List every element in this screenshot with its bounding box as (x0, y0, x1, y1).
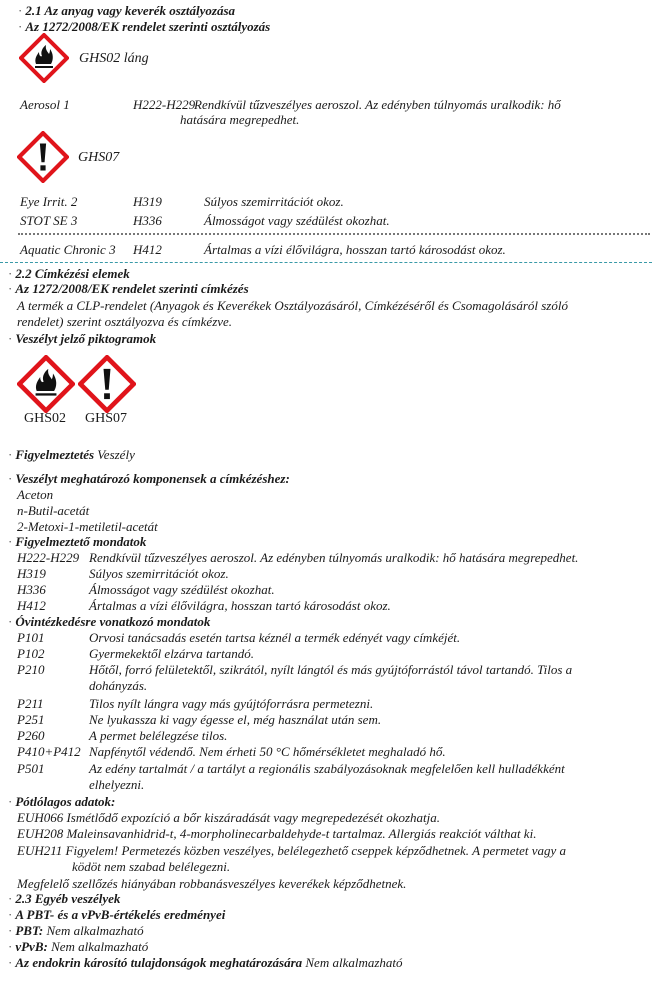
section-2-1-regulation: · Az 1272/2008/EK rendelet szerinti osztályozás (18, 19, 271, 34)
classification-code: H222-H229 (133, 97, 196, 112)
components-title: · Veszélyt meghatározó komponensek a címkézéshez: (8, 471, 290, 486)
ventilation-note: Megfelelő szellőzés hiányában robbanásveszélyes keverékek képződhetnek. (17, 876, 407, 891)
classification-text-cont: hatására megrepedhet. (180, 112, 300, 127)
supplemental-item: EUH208 Maleinsavanhidrid-t, 4-morpholinecarbaldehyde-t tartalmaz. Allergiás reakciót válthat ki. (17, 826, 537, 841)
precaution-text: Orvosi tanácsadás esetén tartsa kéznél a termék edényét vagy címkéjét. (89, 630, 461, 645)
section-2-1-title: · 2.1 Az anyag vagy keverék osztályozása (18, 3, 236, 18)
classification-class: Aerosol 1 (20, 97, 70, 112)
hazard-text: Álmosságot vagy szédülést okozhat. (89, 582, 275, 597)
precaution-text: Az edény tartalmát / a tartályt a regionális szabályozásoknak megfelelően kell hulladékként (89, 761, 565, 776)
section-2-3-title: · 2.3 Egyéb veszélyek (8, 891, 121, 906)
ghs07-label: GHS07 (85, 411, 128, 426)
clp-note-cont: rendelet) szerint osztályozva és címkézve. (17, 314, 233, 329)
section-2-2-regulation: · Az 1272/2008/EK rendelet szerinti címkézés (8, 281, 249, 296)
classification-text: Rendkívül tűzveszélyes aeroszol. Az edényben túlnyomás uralkodik: hő (194, 97, 561, 112)
classification-class: Eye Irrit. 2 (20, 194, 78, 209)
hazard-code: H412 (17, 598, 46, 613)
precaution-text: Napfénytől védendő. Nem érheti 50 °C hőmérsékletet meghaladó hő. (89, 744, 446, 759)
section-separator (0, 262, 652, 263)
clp-note: A termék a CLP-rendelet (Anyagok és Keverékek Osztályozásáról, Címkézéséről és Csomagolásáról szóló (17, 298, 568, 313)
precaution-code: P102 (17, 646, 45, 661)
precaution-code: P260 (17, 728, 45, 743)
hazard-text: Ártalmas a vízi élővilágra, hosszan tartó károsodást okoz. (89, 598, 391, 613)
hazard-code: H319 (17, 566, 46, 581)
hazard-code: H336 (17, 582, 46, 597)
precaution-code: P101 (17, 630, 45, 645)
precaution-code: P501 (17, 761, 45, 776)
precaution-text: Tilos nyílt lángra vagy más gyújtóforrásra permetezni. (89, 696, 374, 711)
supplemental-item: EUH066 Ismétlődő expozíció a bőr kiszáradását vagy megrepedezését okozhatja. (17, 810, 441, 825)
component-item: n-Butil-acetát (17, 503, 90, 518)
dotted-separator (18, 233, 650, 235)
supplemental-item-cont: ködöt nem szabad belélegezni. (72, 859, 231, 874)
precaution-text-cont: elhelyezni. (89, 777, 145, 792)
endocrine-result: · Az endokrin károsító tulajdonságok meghatározására Nem alkalmazható (8, 955, 403, 970)
component-item: Aceton (17, 487, 54, 502)
ghs02-flame-icon (19, 33, 69, 83)
supplemental-item: EUH211 Figyelem! Permetezés közben veszélyes, belélegezhető cseppek képződhetnek. A permetet vagy a (17, 843, 567, 858)
ghs07-label: GHS07 (78, 150, 120, 165)
precaution-text: Ne lyukassza ki vagy égesse el, még használat után sem. (89, 712, 382, 727)
pbt-result: · PBT: Nem alkalmazható (8, 923, 144, 938)
hazard-title: · Figyelmeztető mondatok (8, 534, 147, 549)
precaution-text: A permet belélegzése tilos. (89, 728, 228, 743)
classification-text: Álmosságot vagy szédülést okozhat. (204, 213, 390, 228)
supplemental-title: · Pótlólagos adatok: (8, 794, 116, 809)
classification-text: Ártalmas a vízi élővilágra, hosszan tartó károsodást okoz. (204, 242, 506, 257)
ghs07-exclamation-icon (17, 131, 69, 183)
signal-word: · Figyelmeztetés Veszély (8, 447, 135, 462)
precaution-title: · Óvintézkedésre vonatkozó mondatok (8, 614, 211, 629)
precaution-text-cont: dohányzás. (89, 678, 148, 693)
classification-code: H412 (133, 242, 162, 257)
ghs02-label: GHS02 (24, 411, 67, 426)
classification-class: Aquatic Chronic 3 (20, 242, 116, 257)
precaution-text: Hőtől, forró felületektől, szikrától, nyílt lángtól és más gyújtóforrástól távol tartandó. Tilos a (89, 662, 573, 677)
precaution-code: P251 (17, 712, 45, 727)
pbt-vpvb-title: · A PBT- és a vPvB-értékelés eredményei (8, 907, 226, 922)
pictograms-title: · Veszélyt jelző piktogramok (8, 331, 157, 346)
classification-code: H336 (133, 213, 162, 228)
hazard-text: Rendkívül tűzveszélyes aeroszol. Az edényben túlnyomás uralkodik: hő hatására megrepedhet. (89, 550, 579, 565)
ghs07-exclamation-icon (78, 355, 136, 413)
ghs02-flame-icon (17, 355, 75, 413)
vpvb-result: · vPvB: Nem alkalmazható (8, 939, 149, 954)
precaution-code: P210 (17, 662, 45, 677)
precaution-code: P211 (17, 696, 44, 711)
component-item: 2-Metoxi-1-metiletil-acetát (17, 519, 158, 534)
hazard-text: Súlyos szemirritációt okoz. (89, 566, 229, 581)
classification-class: STOT SE 3 (20, 213, 78, 228)
classification-text: Súlyos szemirritációt okoz. (204, 194, 344, 209)
hazard-code: H222-H229 (17, 550, 80, 565)
precaution-text: Gyermekektől elzárva tartandó. (89, 646, 254, 661)
section-2-2-title: · 2.2 Címkézési elemek (8, 266, 130, 281)
ghs02-label: GHS02 láng (79, 51, 149, 66)
precaution-code: P410+P412 (17, 744, 81, 759)
classification-code: H319 (133, 194, 162, 209)
